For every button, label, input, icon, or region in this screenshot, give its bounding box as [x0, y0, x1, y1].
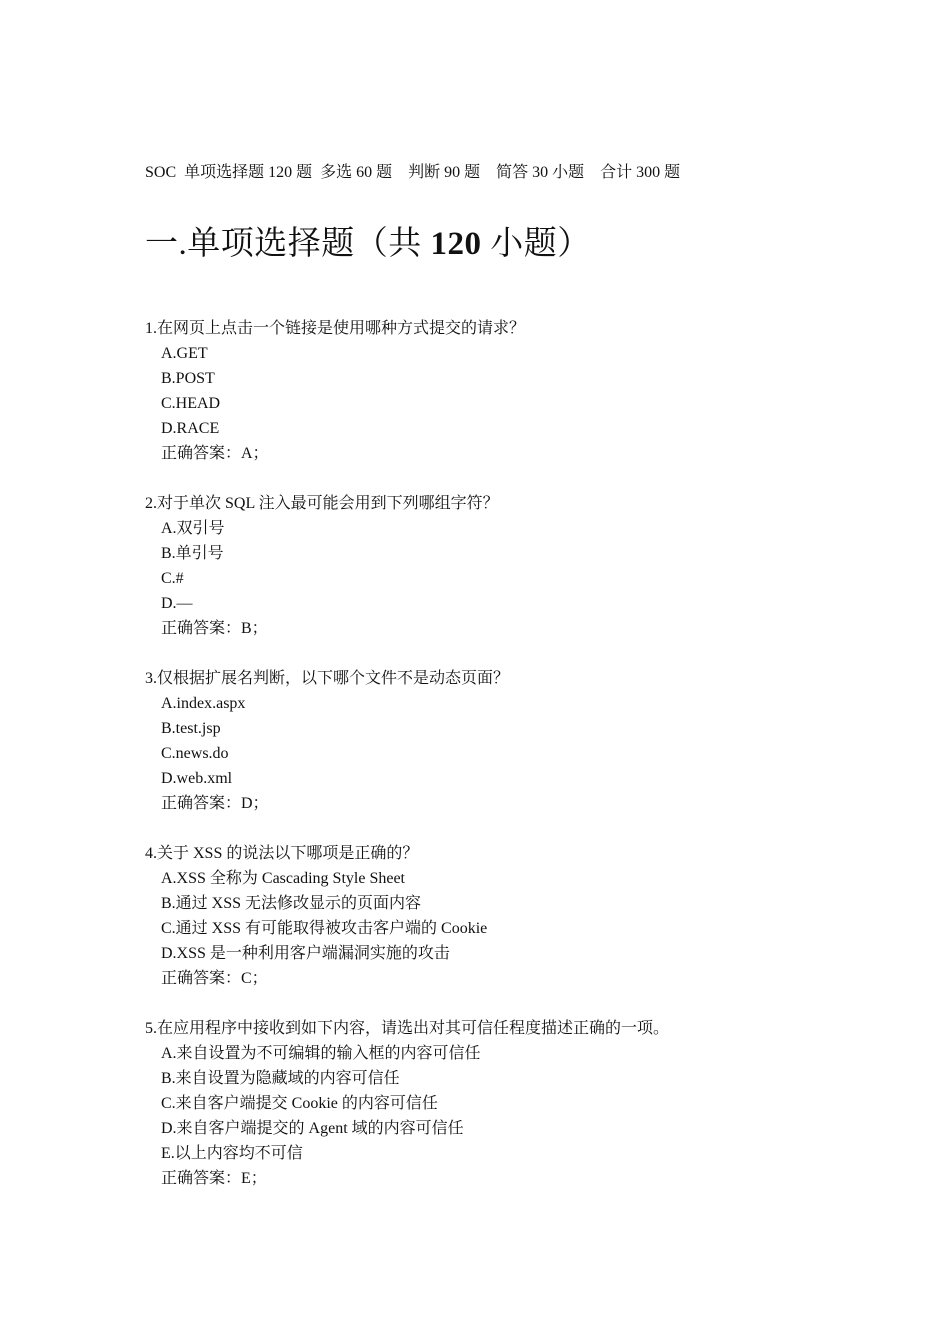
question-stem: 2.对于单次 SQL 注入最可能会用到下列哪组字符？ [145, 495, 499, 512]
section-title [145, 222, 591, 266]
option-d: D.RACE [161, 420, 220, 437]
question-5 [145, 1016, 845, 1191]
question-3 [145, 666, 845, 816]
option-a: A.XSS 全称为 Cascading Style Sheet [161, 870, 405, 887]
option-d: D.— [161, 595, 193, 612]
option-c: C.通过 XSS 有可能取得被攻击客户端的 Cookie [161, 920, 488, 937]
option-b: B.来自设置为隐藏域的内容可信任 [161, 1070, 400, 1087]
option-b: B.POST [161, 370, 215, 387]
question-1 [145, 316, 845, 466]
correct-answer: 正确答案：A； [161, 445, 269, 462]
section-title-prefix: 一.单项选择题（共 [145, 226, 431, 262]
correct-answer: 正确答案：B； [161, 620, 268, 637]
option-b: B.通过 XSS 无法修改显示的页面内容 [161, 895, 422, 912]
option-b: B.test.jsp [161, 720, 221, 737]
question-2 [145, 491, 845, 641]
section-title-number: 120 [430, 226, 482, 262]
correct-answer: 正确答案：C； [161, 970, 268, 987]
option-a: A.index.aspx [161, 695, 246, 712]
option-c: C.news.do [161, 745, 229, 762]
option-e: E.以上内容均不可信 [161, 1145, 303, 1162]
section-title-suffix: 小题） [481, 226, 591, 262]
option-d: D.web.xml [161, 770, 233, 787]
question-summary: SOC 单项选择题 120 题 多选 60 题 判断 90 题 简答 30 小题 合计 300 题 [145, 164, 681, 181]
option-a: A.GET [161, 345, 208, 362]
correct-answer: 正确答案：D； [161, 795, 269, 812]
option-a: A.来自设置为不可编辑的输入框的内容可信任 [161, 1045, 481, 1062]
question-stem: 5.在应用程序中接收到如下内容，请选出对其可信任程度描述正确的一项。 [145, 1020, 670, 1037]
option-d: D.XSS 是一种利用客户端漏洞实施的攻击 [161, 945, 450, 962]
question-4 [145, 841, 845, 991]
question-list [145, 316, 845, 1216]
option-b: B.单引号 [161, 545, 224, 562]
option-c: C.来自客户端提交 Cookie 的内容可信任 [161, 1095, 438, 1112]
option-c: C.HEAD [161, 395, 221, 412]
option-c: C.# [161, 570, 184, 587]
question-stem: 1.在网页上点击一个链接是使用哪种方式提交的请求？ [145, 320, 526, 337]
option-d: D.来自客户端提交的 Agent 域的内容可信任 [161, 1120, 464, 1137]
question-stem: 3.仅根据扩展名判断，以下哪个文件不是动态页面？ [145, 670, 510, 687]
question-stem: 4.关于 XSS 的说法以下哪项是正确的？ [145, 845, 419, 862]
correct-answer: 正确答案：E； [161, 1170, 267, 1187]
option-a: A.双引号 [161, 520, 225, 537]
